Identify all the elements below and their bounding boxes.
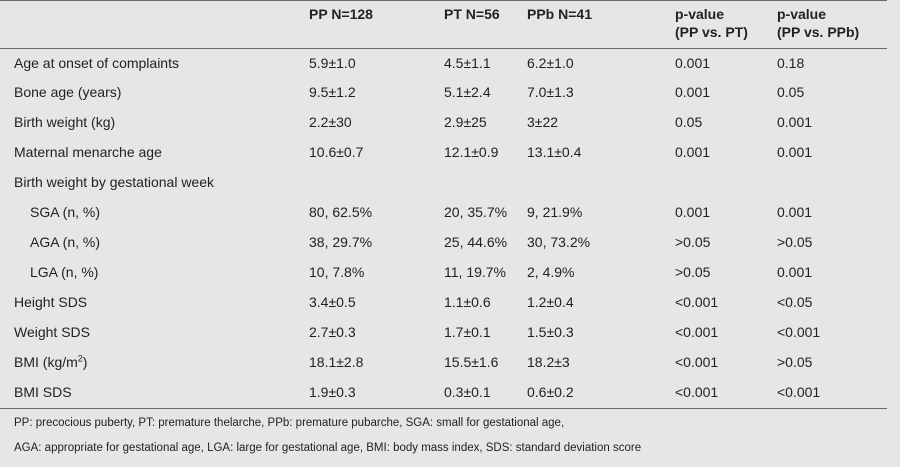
footnote-line-1: PP: precocious puberty, PT: premature thelarche, PPb: premature pubarche, SGA: small for gestational age, [14,417,565,429]
row-label: Maternal menarche age [14,144,162,160]
cell-pvalue-pt: <0.001 [675,294,719,310]
cell-pvalue-pt: >0.05 [675,234,711,250]
table-row [0,377,887,407]
cell-pt: 12.1±0.9 [444,144,499,160]
cell-pvalue-ppb: >0.05 [777,354,813,370]
header-pvalue-pt-line2: (PP vs. PT) [675,24,748,40]
cell-ppb: 18.2±3 [527,354,570,370]
table-row [0,287,887,317]
bottom-rule [0,408,887,409]
cell-pvalue-ppb: <0.05 [777,294,813,310]
cell-pvalue-ppb: 0.001 [777,264,813,280]
cell-pvalue-ppb: 0.05 [777,84,805,100]
row-label: LGA (n, %) [30,264,99,280]
cell-pt: 5.1±2.4 [444,84,491,100]
row-label: BMI $(kg/m^2)$ [14,353,88,370]
row-label: Birth weight (kg) [14,114,116,130]
row-label: Bone age (years) [14,84,122,100]
cell-ppb: 7.0±1.3 [527,84,574,100]
cell-ppb: 6.2±1.0 [527,54,574,71]
table-row [0,317,887,347]
table-row [0,257,887,287]
cell-pvalue-pt: <0.001 [675,384,719,400]
cell-pt: 1.7±0.1 [444,324,491,340]
cell-pt: 4.5±1.1 [444,54,491,71]
cell-ppb: 2, 4.9% [527,264,575,280]
footnote-line-2: AGA: appropriate for gestational age, LGA: large for gestational age, BMI: body mass index, SDS: standard deviation score [14,442,642,454]
row-label: Birth weight by gestational week [14,174,214,190]
cell-pvalue-ppb: <0.001 [777,384,821,400]
cell-pvalue-pt: 0.001 [675,54,711,71]
cell-pp: 5.9±1.0 [309,54,356,71]
cell-ppb: 0.6±0.2 [527,384,574,400]
cell-pvalue-ppb: <0.001 [777,324,821,340]
cell-pvalue-pt: 0.05 [675,114,703,130]
header-pvalue-pt [675,0,777,48]
cell-pp: 2.2±30 [309,114,352,130]
table-row [0,347,887,377]
cell-pp: 80, 62.5% [309,204,373,220]
table-row [0,197,887,227]
row-label: AGA (n, %) [30,234,101,250]
cell-pp: 10.6±0.7 [309,144,364,160]
header-row [0,0,887,48]
cell-pvalue-ppb: 0.18 [777,54,805,71]
cell-pp [309,167,444,197]
cell-pt: 11, 19.7% [444,264,507,280]
cell-ppb: 9, 21.9% [527,204,583,220]
header-ppb: PPb N=41 [527,6,592,22]
cell-pvalue-ppb [777,167,887,197]
table-row [0,167,887,197]
header-pvalue-ppb-line2: (PP vs. PPb) [777,24,860,40]
cell-ppb: 30, 73.2% [527,234,591,250]
cell-pt: 1.1±0.6 [444,294,491,310]
cell-pvalue-ppb: >0.05 [777,234,813,250]
header-pvalue-ppb-line1: p-value [777,6,827,22]
cell-ppb: 3±22 [527,114,559,130]
cell-ppb: 1.2±0.4 [527,294,574,310]
header-pvalue-pt-line1: p-value [675,6,725,22]
cell-pvalue-pt: 0.001 [675,204,711,220]
table-row [0,77,887,107]
row-label: Age at onset of complaints [14,54,179,71]
cell-pt: 25, 44.6% [444,234,508,250]
table-row [0,227,887,257]
header-pvalue-ppb [777,0,887,48]
cell-pt: 2.9±25 [444,114,487,130]
cell-pt: 20, 35.7% [444,204,508,220]
cell-pvalue-pt: 0.001 [675,84,711,100]
cell-ppb: 13.1±0.4 [527,144,582,160]
row-label: Weight SDS [14,324,90,340]
table-row [0,48,887,77]
cell-pvalue-pt: >0.05 [675,264,711,280]
cell-pvalue-pt: 0.001 [675,144,711,160]
table-row [0,137,887,167]
cell-ppb [527,167,675,197]
cell-pp: 38, 29.7% [309,234,373,250]
cell-pvalue-ppb: 0.001 [777,144,813,160]
cell-pvalue-ppb: 0.001 [777,114,813,130]
cell-pp: 9.5±1.2 [309,84,356,100]
header-pp: PP N=128 [309,6,373,22]
cell-pt: 0.3±0.1 [444,384,491,400]
header-pt: PT N=56 [444,6,500,22]
cell-pt [444,167,527,197]
cell-pp: 18.1±2.8 [309,354,364,370]
cell-pp: 2.7±0.3 [309,324,356,340]
cell-pvalue-ppb: 0.001 [777,204,813,220]
row-label: BMI SDS [14,384,72,400]
cell-pvalue-pt [675,167,777,197]
row-label: Height SDS [14,294,88,310]
cell-pp: 1.9±0.3 [309,384,356,400]
cell-pvalue-pt: <0.001 [675,354,719,370]
header-empty [0,0,309,48]
cell-pt: 15.5±1.6 [444,354,499,370]
cell-ppb: 1.5±0.3 [527,324,574,340]
cell-pp: 3.4±0.5 [309,294,356,310]
cell-pvalue-pt: <0.001 [675,324,719,340]
cell-pp: 10, 7.8% [309,264,365,280]
table-row [0,107,887,137]
row-label: SGA (n, %) [30,204,101,220]
